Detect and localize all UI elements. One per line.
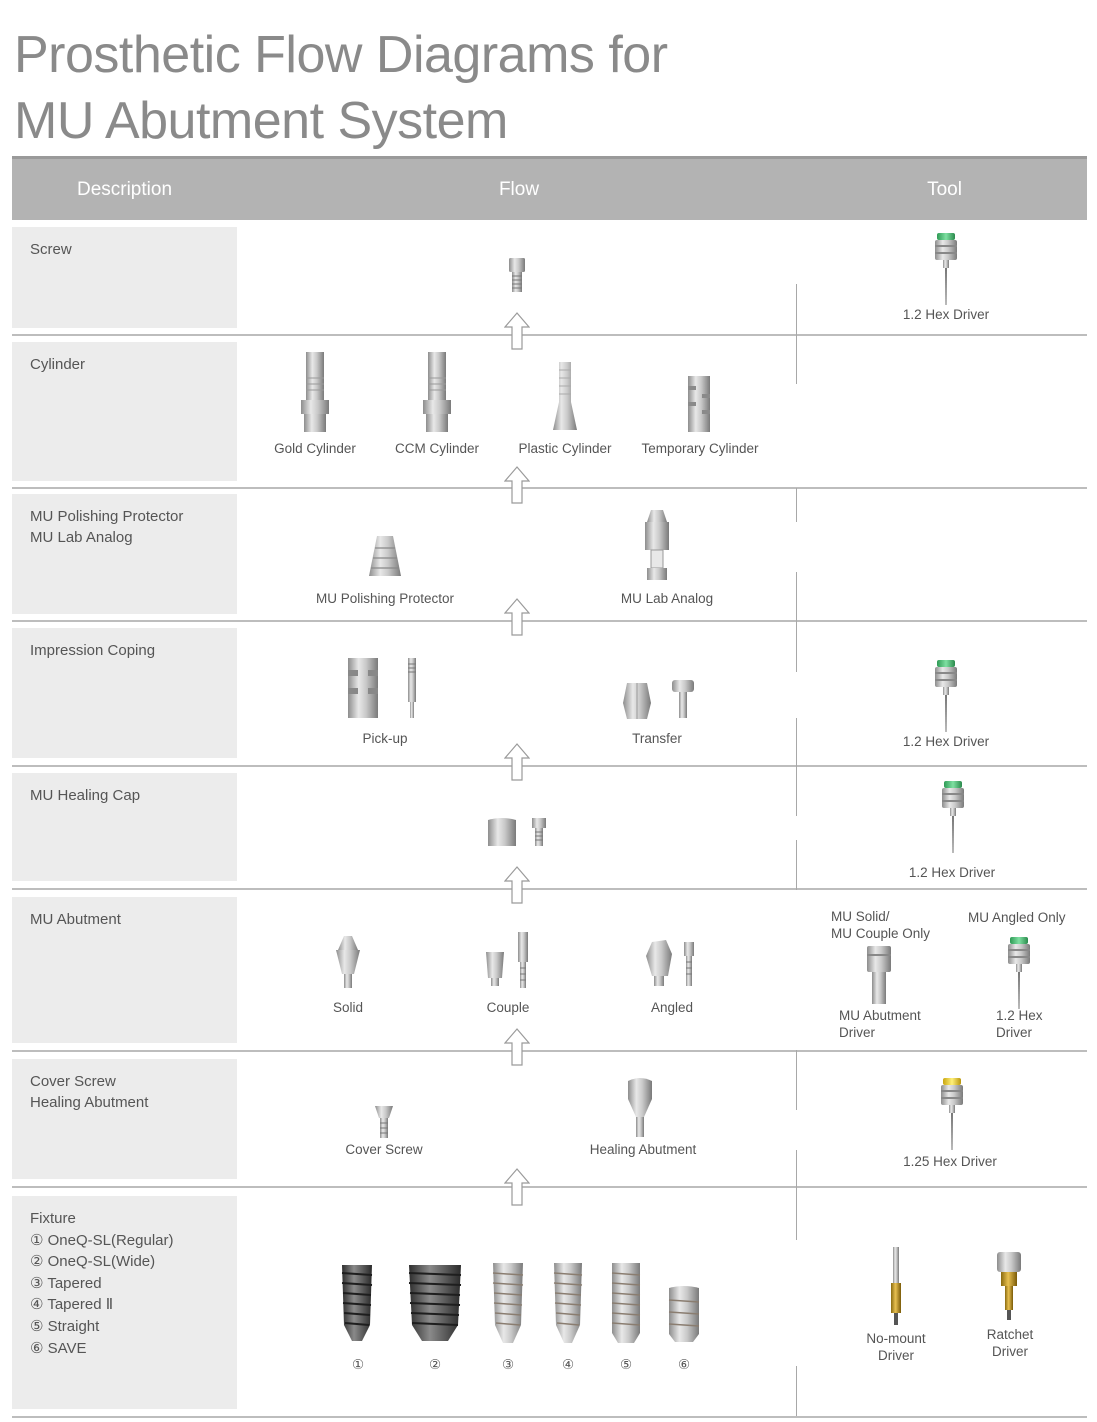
desc-screw: Screw [12, 227, 237, 328]
fixture-number: ② [428, 1357, 442, 1372]
angled-screw-icon [682, 942, 696, 986]
screw-icon [507, 258, 527, 292]
fixture-number: ⑤ [619, 1357, 633, 1372]
row-divider [12, 888, 1087, 890]
abutment-tool-label: MU Abutment Driver [839, 1008, 921, 1040]
tool-column-divider [796, 284, 797, 384]
tool-column-divider [796, 718, 797, 816]
abutment-item-label: Couple [486, 1000, 530, 1015]
flow-arrow-up-icon [504, 312, 530, 350]
angled-abutment-icon [646, 940, 672, 986]
healing-cap-screw-icon [532, 818, 546, 846]
no-mount-driver-icon [888, 1247, 904, 1325]
hex-driver-icon [1006, 937, 1032, 1009]
row-divider [12, 487, 1087, 489]
healing-cap-icon [486, 818, 518, 846]
desc-abutment: MU Abutment [12, 897, 237, 1043]
table-header [12, 156, 1087, 220]
impression-tool-label: 1.2 Hex Driver [902, 734, 990, 749]
hex-driver-icon [933, 233, 959, 305]
fixture-oneq-regular-icon [340, 1265, 374, 1341]
screw-tool-label: 1.2 Hex Driver [902, 307, 990, 322]
gold-cylinder-icon [300, 352, 330, 432]
flow-arrow-up-icon [504, 743, 530, 781]
tool-column-divider [796, 1366, 797, 1416]
fixture-number: ① [351, 1357, 365, 1372]
hex-driver-icon [940, 781, 966, 853]
cylinder-item-label: Gold Cylinder [274, 441, 356, 456]
header-description: Description [76, 179, 173, 200]
plastic-cylinder-icon [550, 362, 580, 432]
couple-screw-icon [516, 932, 530, 988]
tool-column-divider [796, 572, 797, 672]
abutment-item-label: Angled [650, 1000, 694, 1015]
ratchet-driver-icon [996, 1252, 1022, 1320]
flow-arrow-up-icon [504, 598, 530, 636]
hex-driver-icon [933, 660, 959, 732]
mu-polishing-protector-icon [369, 536, 401, 578]
couple-abutment-icon [484, 952, 506, 986]
cover-tool-label: 1.25 Hex Driver [903, 1154, 997, 1169]
hex-driver-yellow-icon [939, 1078, 965, 1150]
page-title-line-1: Prosthetic Flow Diagrams for [14, 26, 668, 84]
header-flow: Flow [498, 179, 540, 200]
cylinder-item-label: Temporary Cylinder [641, 441, 759, 456]
flow-arrow-up-icon [504, 1028, 530, 1066]
tool-column-divider [796, 1050, 797, 1110]
fixture-straight-icon [610, 1263, 642, 1343]
solid-abutment-icon [334, 936, 362, 988]
flow-arrow-up-icon [504, 466, 530, 504]
transfer-screw-icon [672, 680, 694, 718]
cover-item-label: Healing Abutment [589, 1142, 697, 1157]
row-divider [12, 334, 1087, 336]
polishing-item-label: MU Lab Analog [620, 591, 714, 606]
row-divider [12, 1416, 1087, 1418]
fixture-tool-label: No-mount Driver [866, 1331, 926, 1363]
healing-cap-tool-label: 1.2 Hex Driver [908, 865, 996, 880]
fixture-tapered-ii-icon [552, 1263, 584, 1343]
cover-item-label: Cover Screw [345, 1142, 423, 1157]
desc-impression: Impression Coping [12, 628, 237, 758]
tool-column-divider [796, 1150, 797, 1240]
desc-polishing: MU Polishing Protector MU Lab Analog [12, 494, 237, 614]
fixture-number: ③ [501, 1357, 515, 1372]
cylinder-item-label: Plastic Cylinder [518, 441, 612, 456]
ccm-cylinder-icon [422, 352, 452, 432]
fixture-tool-label: Ratchet Driver [986, 1327, 1034, 1359]
polishing-item-label: MU Polishing Protector [315, 591, 455, 606]
desc-cover: Cover Screw Healing Abutment [12, 1059, 237, 1179]
fixture-number: ⑥ [677, 1357, 691, 1372]
desc-healing-cap: MU Healing Cap [12, 773, 237, 881]
abutment-tool-header: MU Solid/ MU Couple Only [831, 909, 931, 941]
fixture-save-icon [667, 1286, 701, 1342]
page-title-line-2: MU Abutment System [14, 92, 508, 150]
fixture-tapered-icon [491, 1263, 525, 1343]
cylinder-item-label: CCM Cylinder [394, 441, 479, 456]
row-divider [12, 1050, 1087, 1052]
pickup-coping-icon [346, 658, 380, 718]
row-divider [12, 765, 1087, 767]
tool-column-divider [796, 840, 797, 890]
impression-item-label: Transfer [632, 731, 682, 746]
abutment-tool-header: MU Angled Only [968, 910, 1066, 925]
impression-item-label: Pick-up [362, 731, 408, 746]
row-divider [12, 620, 1087, 622]
tool-column-divider [796, 488, 797, 522]
healing-abutment-icon [626, 1077, 654, 1137]
flow-arrow-up-icon [504, 1168, 530, 1206]
abutment-item-label: Solid [332, 1000, 364, 1015]
pickup-screw-icon [406, 658, 418, 718]
flow-arrow-up-icon [504, 866, 530, 904]
row-divider [12, 1186, 1087, 1188]
mu-abutment-driver-icon [866, 946, 892, 1004]
desc-fixture: Fixture ① OneQ-SL(Regular) ② OneQ-SL(Wide) ③ Tapered ④ Tapered Ⅱ ⑤ Straight ⑥ SAVE [12, 1196, 237, 1409]
abutment-tool-label: 1.2 Hex Driver [996, 1008, 1043, 1040]
desc-cylinder: Cylinder [12, 342, 237, 481]
transfer-coping-icon [623, 683, 651, 719]
temporary-cylinder-icon [685, 376, 713, 432]
header-tool: Tool [927, 179, 962, 200]
mu-lab-analog-icon [643, 510, 671, 580]
cover-screw-icon [375, 1106, 393, 1138]
fixture-oneq-wide-icon [408, 1265, 462, 1341]
fixture-number: ④ [561, 1357, 575, 1372]
